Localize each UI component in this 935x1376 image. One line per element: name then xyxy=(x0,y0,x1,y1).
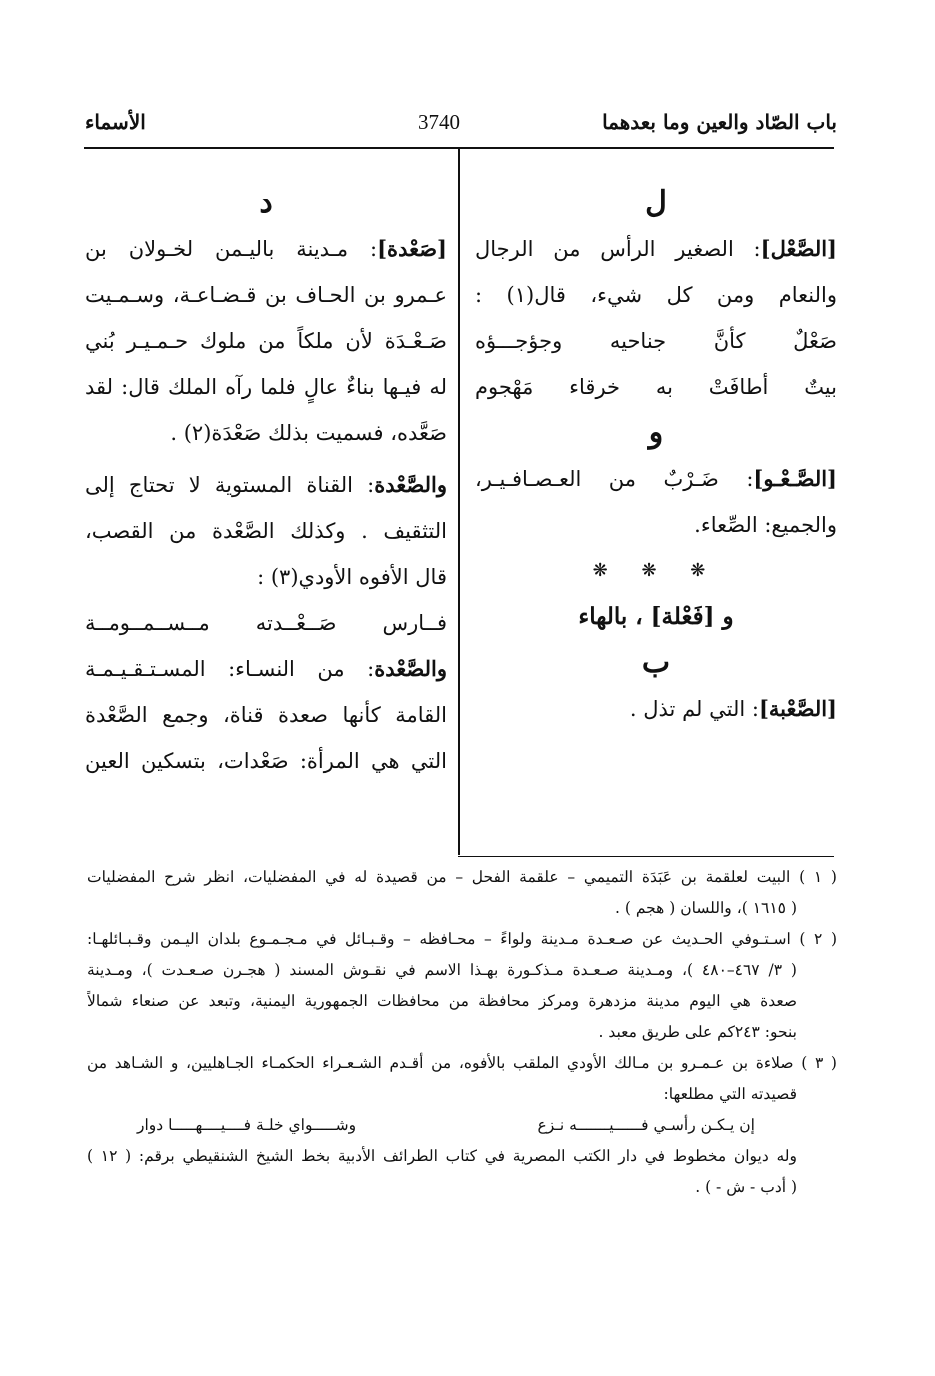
entry-text: : التي لم تذل . xyxy=(629,697,759,721)
section-header: الأسماء xyxy=(85,110,146,134)
entry-line: القامة كأنها صعدة قناة، وجمع الصَّعْدة xyxy=(85,703,447,727)
footnote-verse xyxy=(87,1110,837,1141)
letter-heading-dal: د xyxy=(259,185,273,220)
section-heading: و [فَعْلة] ، بالهاء xyxy=(578,603,734,630)
footnote-line: ( ١٦١٥ )، واللسان ( هجم ) . xyxy=(614,899,797,917)
entry-line: له فيـها بناءٌ عالٍ فلما رآه الملك قال: لقد xyxy=(85,375,447,399)
letter-heading-ba: ب xyxy=(641,645,671,680)
entry-line: والنعام ومن كل شيء، قال(١) : xyxy=(475,283,837,307)
entry-term: [الصَّـعْـو] xyxy=(753,466,837,491)
left-column xyxy=(85,180,447,850)
column-divider xyxy=(458,147,460,855)
footnote-line: ( ١ ) البيت لعلقمة بن عَبَدَة التميمي – علقمة الفحل – من قصيدة له في المفضليات، انظر شرح المفضليات xyxy=(87,868,837,886)
letter-heading-waw: و xyxy=(648,415,664,450)
entry-line: صَـعْـدَة لأن ملكاً من ملوك حـمـيـر بُني xyxy=(85,329,447,353)
entry-line: صَعَّده، فسميت بذلك صَعْدَة(٢) . xyxy=(170,421,447,445)
entry-line: قال الأفوه الأودي(٣) : xyxy=(257,565,447,589)
footnote-line: ( ٣/ ٤٦٧–٤٨٠ )، ومـدينة صـعـدة مـذكـورة بهـذا الاسم في نقـوش المسند ( هجـرن صـعـدت )، ومـدينة xyxy=(87,961,797,979)
entry-term: والصَّعْدة xyxy=(374,656,447,681)
right-column xyxy=(475,180,837,850)
verse-line: فــارس صَــعْــدته مــســمــومــة xyxy=(85,611,447,635)
entry-line: التثقيف . وكذلك الصَّعْدة من القصب، xyxy=(85,519,447,543)
entry-text: : من النسـاء: المسـتـقـيـمـة xyxy=(85,657,375,681)
entry-line: التي هي المرأة: صَعْدات، بتسكين العين xyxy=(85,749,447,773)
entry-line xyxy=(475,456,837,502)
entry-term: [صَعْدة] xyxy=(377,236,447,261)
footnotes xyxy=(87,862,837,1203)
entry-line: عـمرو بن الحـاف بن قـضـاعـة، وسـمـيت xyxy=(85,283,447,307)
entry-line xyxy=(85,226,447,272)
footnote-line: ( ٢ ) اسـتـوفي الحـديث عن صـعـدة مـدينة ولواءً – محـافظه – وقـبـائل في مـجـمـوع بلدان اليـمن وقـبـائلهـا: xyxy=(87,930,837,948)
entry-text: : الصغير الرأس من الرجال xyxy=(475,237,761,261)
entry-line xyxy=(85,462,447,508)
entry-line xyxy=(85,646,447,692)
verse-line: بيتٌ أطافَتْ به خرقاء مَهْجوم xyxy=(475,375,837,399)
footnote-rule xyxy=(458,856,834,857)
entry-text: : ضَـرْبٌ من العـصـافـيـر، xyxy=(475,467,754,491)
entry-term: [الصَّعْل] xyxy=(760,236,837,261)
entry-line xyxy=(475,226,837,272)
footnote-line: وله ديوان مخطوط في دار الكتب المصرية في كتاب الطرائف الأدبية بخط الشيخ الشنقيطي برقم: ( ١٢ ) xyxy=(87,1147,798,1165)
section-separator-stars: ❋ ❋ ❋ xyxy=(592,560,720,581)
entry-term: والصَّعْدة xyxy=(374,472,447,497)
chapter-header: باب الصّاد والعين وما بعدهما xyxy=(602,110,837,134)
entry-line xyxy=(475,686,837,732)
entry-line: والجميع: الصِّعاء. xyxy=(694,513,837,537)
footnote-line: قصيدته التي مطلعها: xyxy=(663,1085,797,1103)
footnote-line: ( ٣ ) صلاءة بن عـمـرو بن مـالك الأودي الملقب بالأفوه، من أقـدم الشـعـراء الحكمـاء الجـاهليين، و الشـاهد من xyxy=(87,1054,837,1072)
footnote-line: صعدة هي اليوم مدينة مزدهرة ومركز محافظة من محافظات الجمهورية اليمنية، وتبعد عن صنعاء شمالاً xyxy=(87,992,797,1010)
entry-text: : القناة المستوية لا تحتاج إلى xyxy=(85,473,375,497)
entry-term: [الصَّعْبة] xyxy=(758,696,837,721)
footnote-line: بنحو: ٢٤٣كم على طريق معبد . xyxy=(598,1023,797,1041)
page-number: 3740 xyxy=(418,110,460,134)
verse-hemistich-second: وشـــــواي خلـة فــــيــــهـــــا دوار xyxy=(137,1116,357,1134)
verse-hemistich-first: إن يـكـن رأسـي فــــــيـــــــه نـزع xyxy=(537,1116,755,1134)
letter-heading-lam: ل xyxy=(645,185,667,220)
verse-line: صَعْلٌ كأنَّ جناحيه وجؤجـــؤه xyxy=(475,329,837,353)
entry-text: : مـدينة باليـمن لخـولان بن xyxy=(85,237,378,261)
footnote-line: ( أدب - ش - ) . xyxy=(695,1178,797,1196)
